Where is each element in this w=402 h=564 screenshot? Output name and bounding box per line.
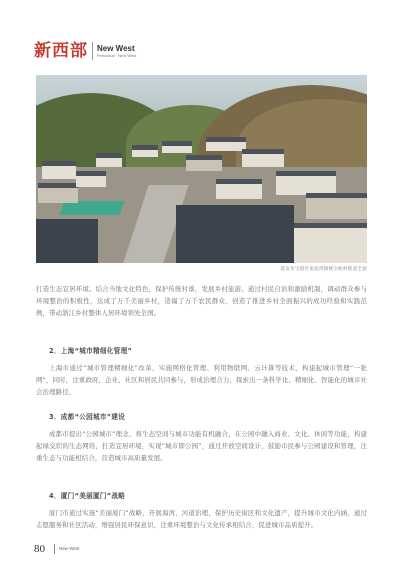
- village-valley-photo: [36, 75, 367, 263]
- photo-green-court: [59, 201, 124, 215]
- section-body-chengdu: 成都市提出“公园城市”理念，将生态空间与城市功能有机融合，在公园中融入商业、文化、休闲等功能，构建起绿交织的生态网络，打造宜居环境，实现“城市即公园”，通过开放空间设计、鼓励市民参与公园建设和管理，注重生态与功能相结合，营造城市高质量发展。: [36, 430, 367, 463]
- photo-house: [42, 161, 76, 179]
- photo-house: [38, 183, 78, 203]
- magazine-logo-cn: 新西部: [34, 41, 88, 61]
- section-heading-xiamen: 4．厦门“美丽厦门”战略: [49, 492, 126, 500]
- photo-roof-front-right: [176, 205, 294, 263]
- section-body-shanghai: 上海市通过“城市管理精细化”改革，实施网格化管理、利用物联网、云计算等技术，构建起城市管理“一张网”，同时，注重政府、企业、社区和居民共同参与，形成治理合力，探索出一条科学化、精细化、智能化的城市社会治理路径。: [36, 364, 367, 397]
- photo-house: [276, 171, 336, 195]
- section-heading-shanghai: 2．上海“城市精细化管理”: [49, 347, 133, 355]
- footer-magazine-name: New West: [59, 546, 80, 551]
- photo-house: [162, 141, 192, 153]
- section-body-xiamen: 厦门市通过实施“美丽厦门”战略，开展海湾、河道治理，保护历史街区和文化遗产，提升城市文化内涵，通过志愿服务和社区活动，增强居民环保意识，注重环境整治与文化传承相结合，促进城市品质提升。: [36, 509, 367, 530]
- photo-roof-front-left: [36, 219, 98, 263]
- photo-house: [306, 193, 367, 219]
- footer-divider: [54, 544, 55, 554]
- photo-house: [96, 153, 122, 167]
- photo-house: [76, 171, 106, 187]
- header-divider: [92, 42, 93, 60]
- magazine-logo-en: New West: [97, 44, 135, 53]
- photo-house: [132, 145, 158, 157]
- magazine-header: [34, 40, 136, 62]
- magazine-logo-en-block: [97, 44, 136, 58]
- section-heading-chengdu: 3．成都“公园城市”建设: [49, 413, 126, 421]
- photo-house: [294, 223, 367, 263]
- photo-house: [206, 137, 246, 151]
- magazine-logo-sub: Periodical · New West: [97, 53, 137, 58]
- photo-house: [242, 149, 284, 167]
- photo-caption: 延安市宝塔区南泥湾镇桃宝峪村街道全貌: [280, 267, 367, 272]
- page-number: 80: [34, 543, 45, 555]
- photo-house: [216, 179, 262, 199]
- photo-house: [186, 155, 222, 171]
- intro-paragraph: 打造生态宜居环境。结合当地文化特色，保护传统村落，发展乡村旅游。通过村民自治和激励机制，调动群众参与环境整治的积极性，达成了万千美丽乡村，造福了万千农民群众，创造了推进乡村全面振兴的成功经验和实践范例，带动浙江乡村整体人居环境领先全国。: [36, 285, 367, 318]
